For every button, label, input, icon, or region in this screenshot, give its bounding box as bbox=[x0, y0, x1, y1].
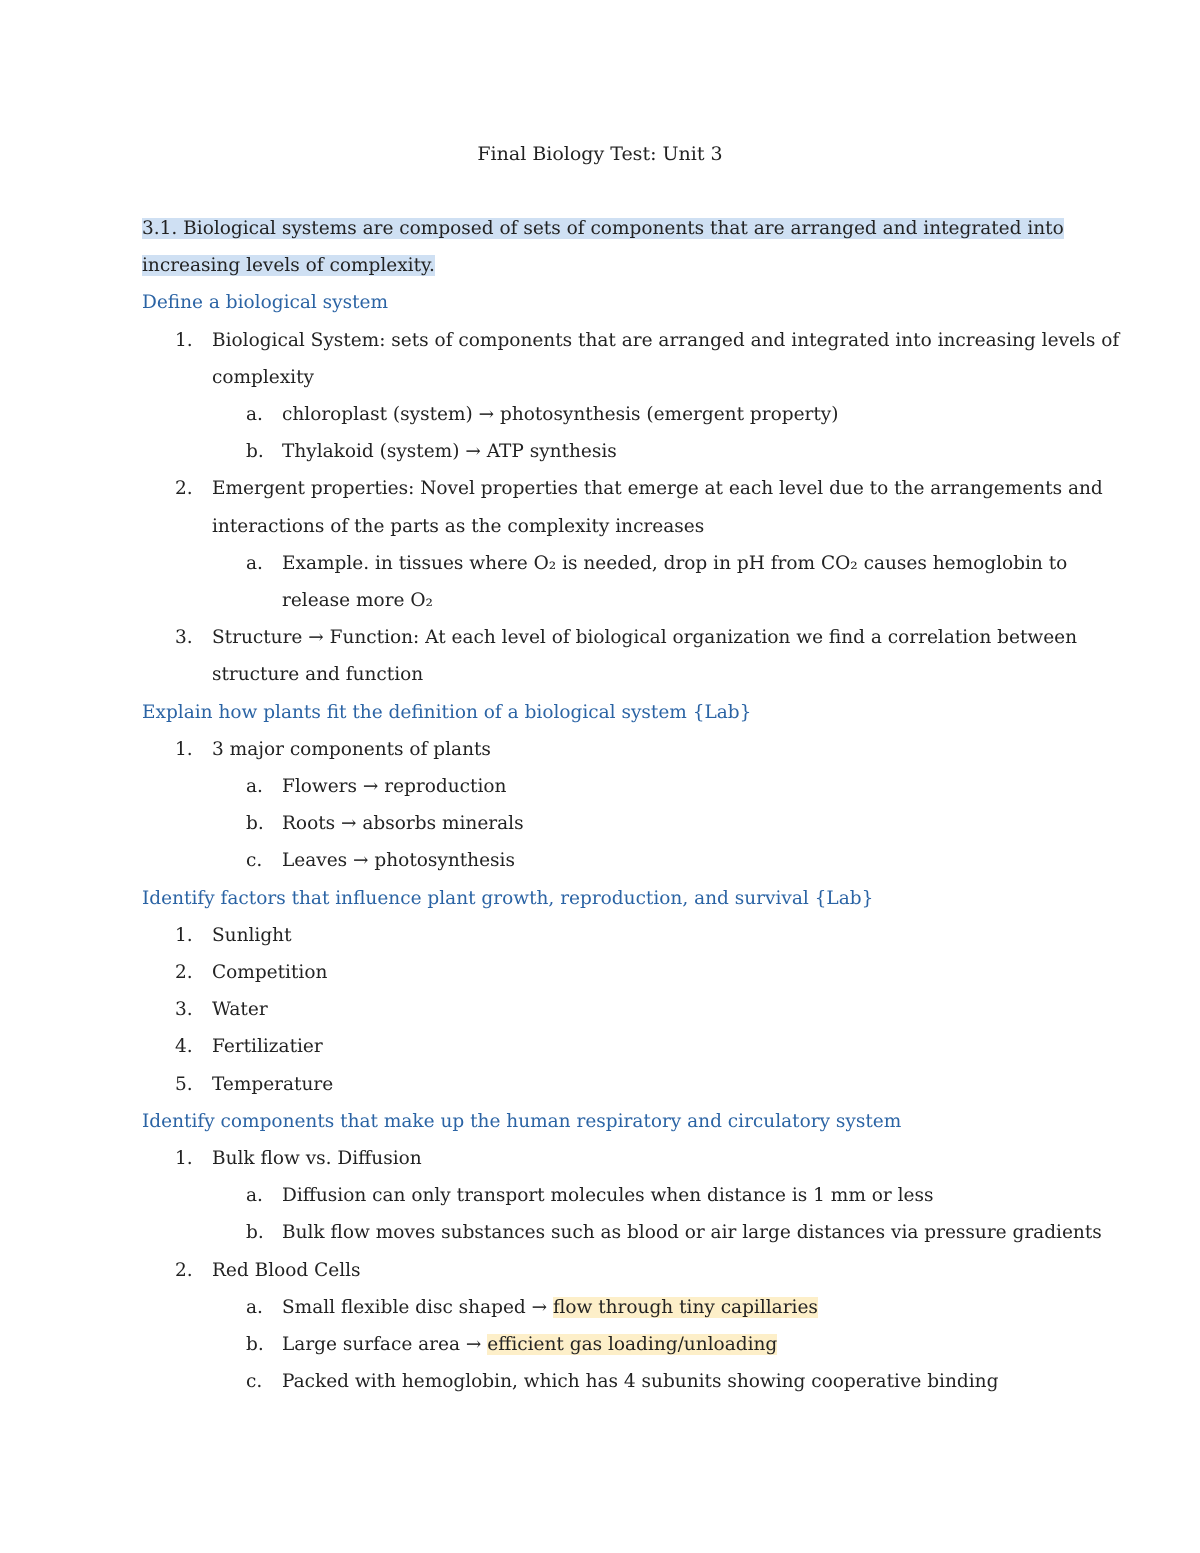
sub-item-letter: c. bbox=[246, 1371, 263, 1393]
sub-item-letter: c. bbox=[246, 850, 263, 872]
sub-item bbox=[142, 1177, 1062, 1214]
sub-item bbox=[142, 545, 1068, 582]
sub-item-text: Bulk flow moves substances such as blood or air large distances via pressure gradients bbox=[282, 1222, 1102, 1244]
section-heading: Identify factors that influence plant growth, reproduction, and survival {Lab} bbox=[142, 887, 874, 909]
document-body bbox=[142, 210, 1120, 1401]
sub-item bbox=[142, 1363, 1062, 1400]
sub-item-letter: b. bbox=[246, 1334, 264, 1356]
list-item-continuation: complexity bbox=[212, 366, 314, 388]
item-number: 2. bbox=[175, 478, 193, 500]
sub-item bbox=[142, 768, 1062, 805]
sub-item-text: Large surface area → bbox=[282, 1334, 488, 1356]
list-item bbox=[142, 954, 1062, 991]
item-text: Biological System: sets of components that are arranged and integrated into increasing levels of bbox=[212, 329, 1120, 351]
list-item bbox=[142, 470, 1103, 507]
item-text: Bulk flow vs. Diffusion bbox=[212, 1148, 422, 1170]
sub-item bbox=[142, 1326, 1062, 1363]
list-item bbox=[142, 1252, 1062, 1289]
sub-item-text: chloroplast (system) → photosynthesis (emergent property) bbox=[282, 404, 839, 426]
item-text: Emergent properties: Novel properties that emerge at each level due to the arrangements and bbox=[212, 478, 1103, 500]
sub-item-letter: a. bbox=[246, 552, 263, 574]
document-title: Final Biology Test: Unit 3 bbox=[477, 143, 723, 165]
item-number: 5. bbox=[175, 1073, 193, 1095]
section-heading: Explain how plants fit the definition of a biological system {Lab} bbox=[142, 701, 752, 723]
item-text: Structure → Function: At each level of biological organization we find a correlation between bbox=[212, 627, 1078, 649]
list-item-continuation: structure and function bbox=[212, 664, 424, 686]
item-text: Sunlight bbox=[212, 924, 292, 946]
highlighted-text: flow through tiny capillaries bbox=[553, 1296, 818, 1318]
sub-item-letter: a. bbox=[246, 1185, 263, 1207]
highlighted-text: efficient gas loading/unloading bbox=[487, 1334, 778, 1356]
list-item bbox=[142, 322, 1120, 359]
sub-item-text: Roots → absorbs minerals bbox=[282, 813, 524, 835]
sub-item-text: Thylakoid (system) → ATP synthesis bbox=[282, 441, 617, 463]
sub-item-continuation: release more O₂ bbox=[282, 590, 433, 612]
sub-item bbox=[142, 805, 1062, 842]
sub-item-text: Small flexible disc shaped → bbox=[282, 1296, 554, 1318]
list-item bbox=[142, 731, 1062, 768]
item-number: 1. bbox=[175, 738, 193, 760]
item-number: 3. bbox=[175, 999, 193, 1021]
item-text: Competition bbox=[212, 962, 328, 984]
intro-line bbox=[142, 210, 1062, 247]
list-item bbox=[142, 1028, 1062, 1065]
sub-item bbox=[142, 842, 1062, 879]
sub-item-letter: a. bbox=[246, 776, 263, 798]
item-number: 3. bbox=[175, 627, 193, 649]
intro-highlight: increasing levels of complexity. bbox=[142, 255, 435, 277]
sub-item-letter: b. bbox=[246, 813, 264, 835]
sub-item-letter: b. bbox=[246, 1222, 264, 1244]
list-item bbox=[142, 991, 1062, 1028]
item-number: 2. bbox=[175, 1259, 193, 1281]
sub-item-text: Example. in tissues where O₂ is needed, drop in pH from CO₂ causes hemoglobin to bbox=[282, 552, 1068, 574]
item-number: 1. bbox=[175, 329, 193, 351]
item-text: Red Blood Cells bbox=[212, 1259, 361, 1281]
item-text: Fertilizatier bbox=[212, 1036, 323, 1058]
list-item-continuation: interactions of the parts as the complexity increases bbox=[212, 515, 705, 537]
intro-line bbox=[142, 247, 1062, 284]
intro-highlight: 3.1. Biological systems are composed of sets of components that are arranged and integrated into bbox=[142, 218, 1064, 239]
item-number: 4. bbox=[175, 1036, 193, 1058]
item-number: 2. bbox=[175, 962, 193, 984]
item-number: 1. bbox=[175, 1148, 193, 1170]
sub-item-letter: b. bbox=[246, 441, 264, 463]
sub-item bbox=[142, 1214, 1102, 1251]
sub-item bbox=[142, 433, 1062, 470]
list-item bbox=[142, 1066, 1062, 1103]
item-text: Temperature bbox=[212, 1073, 334, 1095]
section-heading: Identify components that make up the human respiratory and circulatory system bbox=[142, 1110, 902, 1132]
sub-item-text: Packed with hemoglobin, which has 4 subunits showing cooperative binding bbox=[282, 1371, 999, 1393]
item-number: 1. bbox=[175, 924, 193, 946]
item-text: 3 major components of plants bbox=[212, 738, 491, 760]
sub-item bbox=[142, 1289, 1062, 1326]
list-item bbox=[142, 1140, 1062, 1177]
sub-item-text: Flowers → reproduction bbox=[282, 776, 507, 798]
sub-item-letter: a. bbox=[246, 1296, 263, 1318]
list-item bbox=[142, 917, 1062, 954]
item-text: Water bbox=[212, 999, 268, 1021]
sub-item bbox=[142, 396, 1062, 433]
sub-item-text: Diffusion can only transport molecules when distance is 1 mm or less bbox=[282, 1185, 934, 1207]
list-item bbox=[142, 619, 1078, 656]
sub-item-letter: a. bbox=[246, 404, 263, 426]
sub-item-text: Leaves → photosynthesis bbox=[282, 850, 515, 872]
section-heading: Define a biological system bbox=[142, 292, 389, 314]
